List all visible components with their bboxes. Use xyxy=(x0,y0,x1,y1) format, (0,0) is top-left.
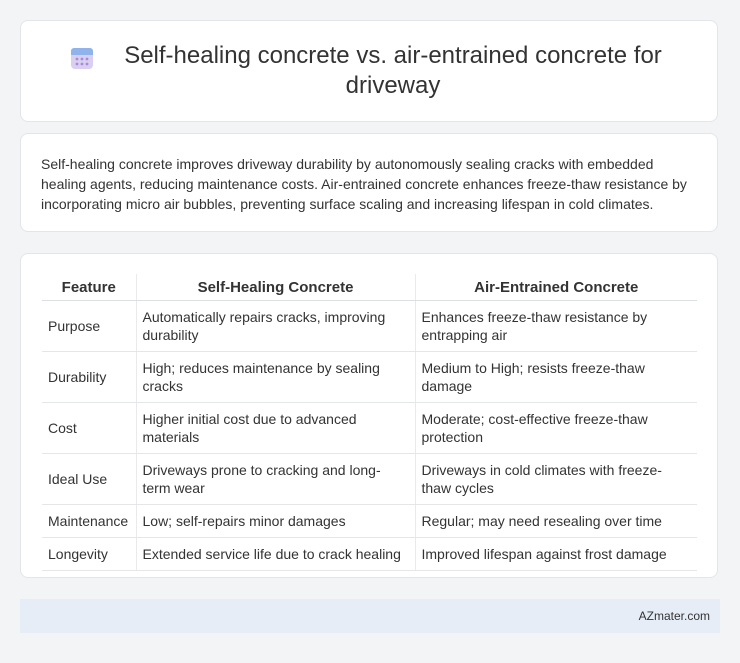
footer-brand[interactable]: AZmater.com xyxy=(638,609,710,623)
title-card xyxy=(20,20,718,122)
table-row xyxy=(42,403,697,454)
self-healing-cell: Driveways prone to cracking and long-term wear xyxy=(136,454,415,505)
air-entrained-cell: Moderate; cost-effective freeze-thaw protection xyxy=(415,403,697,454)
feature-cell: Cost xyxy=(42,403,136,454)
air-entrained-cell: Driveways in cold climates with freeze-thaw cycles xyxy=(415,454,697,505)
column-header: Air-Entrained Concrete xyxy=(415,274,697,301)
self-healing-cell: Higher initial cost due to advanced materials xyxy=(136,403,415,454)
feature-cell: Maintenance xyxy=(42,505,136,538)
feature-cell: Ideal Use xyxy=(42,454,136,505)
self-healing-cell: Low; self-repairs minor damages xyxy=(136,505,415,538)
table-row xyxy=(42,505,697,538)
comparison-table xyxy=(42,274,697,571)
footer-bar xyxy=(20,599,720,633)
table-row xyxy=(42,301,697,352)
intro-card xyxy=(20,133,718,232)
table-row xyxy=(42,352,697,403)
self-healing-cell: Automatically repairs cracks, improving durability xyxy=(136,301,415,352)
intro-paragraph: Self-healing concrete improves driveway durability by autonomously sealing cracks with embedded healing agents, reducing maintenance costs. Air-entrained concrete enhances freeze-thaw resistance by incorporating micro air bubbles, preventing surface scaling and increasing lifespan in cold climates. xyxy=(41,156,687,212)
air-entrained-cell: Medium to High; resists freeze-thaw damage xyxy=(415,352,697,403)
title-wrap xyxy=(69,41,669,101)
table-header-row xyxy=(42,274,697,301)
air-entrained-cell: Enhances freeze-thaw resistance by entrapping air xyxy=(415,301,697,352)
air-entrained-cell: Regular; may need resealing over time xyxy=(415,505,697,538)
table-row xyxy=(42,454,697,505)
feature-cell: Durability xyxy=(42,352,136,403)
feature-cell: Longevity xyxy=(42,538,136,571)
column-header: Self-Healing Concrete xyxy=(136,274,415,301)
feature-cell: Purpose xyxy=(42,301,136,352)
table-row xyxy=(42,538,697,571)
air-entrained-cell: Improved lifespan against frost damage xyxy=(415,538,697,571)
page-title: Self-healing concrete vs. air-entrained concrete for driveway xyxy=(124,42,662,99)
self-healing-cell: High; reduces maintenance by sealing cracks xyxy=(136,352,415,403)
self-healing-cell: Extended service life due to crack healing xyxy=(136,538,415,571)
calendar-icon xyxy=(69,45,95,71)
column-header: Feature xyxy=(42,274,136,301)
comparison-card xyxy=(20,253,718,578)
